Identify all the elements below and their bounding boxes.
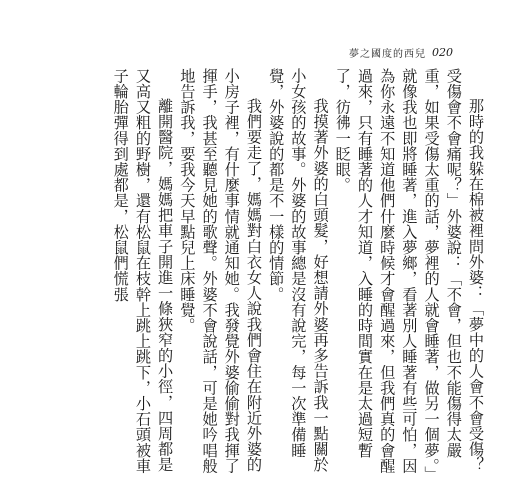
paragraph: 我摸著外婆的白頭髮，好想請外婆再多告訴我一點關於小女孩的故事。外婆的故事總是沒有說完，每一次準備睡覺，外婆說的都是不一樣的情節。 xyxy=(267,68,330,473)
paragraph: 我們要走了，媽媽對白衣女人說我們會住在附近外婆的小房子裡，有什麼事情就通知她。我發覺外婆偷偷對我揮了揮手，我甚至聽見她的歌聲。外婆不會說話，可是她吟唱般地告訴我，要我今天早點兒上床睡覺。 xyxy=(178,68,263,474)
body-text xyxy=(111,68,487,474)
page-number: 020 xyxy=(432,45,453,59)
paragraph: 那時的我躲在棉被裡問外婆：「夢中的人會不會受傷？受傷會不會痛呢？」外婆說：「不會，但也不能傷得太嚴重，如果受傷太重的話，夢裡的人就會睡著，做另一個夢。」就像我也即將睡著，進入夢鄉，看著別人睡著有些可怕，因為你永遠不知道他們什麼時候才會醒過來，但我們真的會醒過來，只有睡著的人才知道，入睡的時間實在是太過短暫了，彷彿一眨眼。 xyxy=(333,68,485,474)
paragraph: 離開醫院，媽媽把車子開進一條狹窄的小徑，四周都是又高又粗的野樹，還有松鼠在枝幹上跳上跳下，小石頭被車子輪胎彈得到處都是，松鼠們慌張 xyxy=(111,68,175,474)
book-title: 夢之國度的西兒 xyxy=(349,48,426,60)
page-header xyxy=(349,44,489,60)
